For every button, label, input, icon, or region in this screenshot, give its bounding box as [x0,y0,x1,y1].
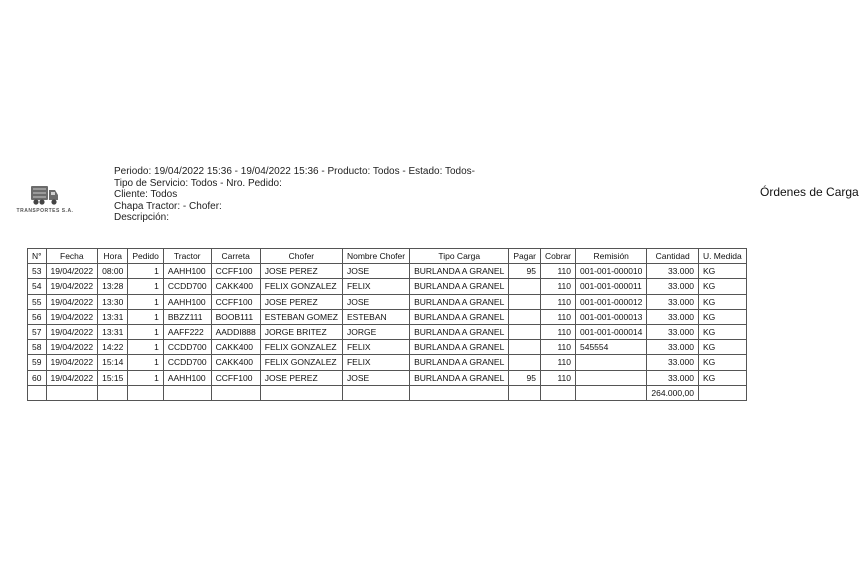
filter-client-line: Cliente: Todos [114,189,178,200]
cell-tractor: CCDD700 [163,355,211,370]
cell-driver: FELIX GONZALEZ [260,355,342,370]
cell-driver: JOSE PEREZ [260,294,342,309]
column-header-trailer: Carreta [211,249,260,264]
cell-cargo-type: BURLANDA A GRANEL [410,324,509,339]
cell-driver-name: JORGE [342,324,409,339]
cell-tractor: AAHH100 [163,264,211,279]
company-logo [16,184,74,218]
cell-date: 19/04/2022 [46,309,98,324]
column-header-date: Fecha [46,249,98,264]
cell-remission: 545554 [576,340,647,355]
cell-trailer: AADDI888 [211,324,260,339]
cell-time: 13:28 [98,279,128,294]
column-header-pay: Pagar [509,249,541,264]
cell-order: 1 [128,279,163,294]
cell-driver: JOSE PEREZ [260,370,342,385]
cell-date: 19/04/2022 [46,279,98,294]
cell-cargo-type: BURLANDA A GRANEL [410,279,509,294]
cell-driver-name: JOSE [342,370,409,385]
cell-charge: 110 [541,324,576,339]
table-row [28,264,747,279]
cell-unit: KG [698,309,746,324]
cell-driver: JORGE BRITEZ [260,324,342,339]
cell-charge: 110 [541,370,576,385]
cell-date: 19/04/2022 [46,355,98,370]
cell-quantity: 33.000 [647,355,699,370]
cell-date: 19/04/2022 [46,294,98,309]
truck-icon [30,184,60,206]
column-header-remission: Remisión [576,249,647,264]
column-header-driver: Chofer [260,249,342,264]
cell-quantity: 33.000 [647,309,699,324]
cell-number: 54 [28,279,47,294]
cell-unit: KG [698,294,746,309]
cell-driver: FELIX GONZALEZ [260,340,342,355]
cell-quantity: 33.000 [647,264,699,279]
table-row [28,294,747,309]
cell-pay [509,324,541,339]
column-header-driver-name: Nombre Chofer [342,249,409,264]
cell-remission [576,355,647,370]
cell-order: 1 [128,340,163,355]
cell-unit: KG [698,355,746,370]
cell-time: 15:14 [98,355,128,370]
cell-cargo-type: BURLANDA A GRANEL [410,340,509,355]
cell-pay: 95 [509,370,541,385]
cell-tractor: AAHH100 [163,294,211,309]
cell-quantity: 33.000 [647,340,699,355]
cell-quantity: 33.000 [647,324,699,339]
filter-period-line: Periodo: 19/04/2022 15:36 - 19/04/2022 15:36 - Producto: Todos - Estado: Todos- [114,166,475,177]
cell-pay [509,355,541,370]
cell-charge: 110 [541,264,576,279]
table-row [28,340,747,355]
cell-unit: KG [698,340,746,355]
cell-time: 13:30 [98,294,128,309]
cell-order: 1 [128,294,163,309]
filter-service-line: Tipo de Servicio: Todos - Nro. Pedido: [114,177,282,189]
cell-order: 1 [128,370,163,385]
cell-pay: 95 [509,264,541,279]
cell-driver-name: FELIX [342,355,409,370]
cell-quantity: 33.000 [647,294,699,309]
cell-driver: FELIX GONZALEZ [260,279,342,294]
cell-cargo-type: BURLANDA A GRANEL [410,294,509,309]
cell-driver-name: JOSE [342,264,409,279]
cell-charge: 110 [541,355,576,370]
cell-unit: KG [698,264,746,279]
cell-date: 19/04/2022 [46,264,98,279]
cell-date: 19/04/2022 [46,370,98,385]
cell-remission: 001-001-000011 [576,279,647,294]
column-header-time: Hora [98,249,128,264]
cell-pay [509,309,541,324]
cell-charge: 110 [541,309,576,324]
cell-driver-name: ESTEBAN [342,309,409,324]
table-row [28,309,747,324]
cell-pay [509,294,541,309]
cell-time: 15:15 [98,370,128,385]
cell-remission: 001-001-000010 [576,264,647,279]
cell-driver: JOSE PEREZ [260,264,342,279]
column-header-unit: U. Medida [698,249,746,264]
cell-tractor: CCDD700 [163,279,211,294]
cell-number: 60 [28,370,47,385]
table-total-row [28,385,747,400]
cell-time: 08:00 [98,264,128,279]
cell-tractor: AAFF222 [163,324,211,339]
cell-driver: ESTEBAN GOMEZ [260,309,342,324]
column-header-number: N° [28,249,47,264]
cell-driver-name: FELIX [342,279,409,294]
cell-remission: 001-001-000013 [576,309,647,324]
table-header-row [28,249,747,264]
cell-trailer: CCFF100 [211,264,260,279]
cell-trailer: CCFF100 [211,294,260,309]
cell-charge: 110 [541,294,576,309]
column-header-tractor: Tractor [163,249,211,264]
column-header-charge: Cobrar [541,249,576,264]
cell-number: 59 [28,355,47,370]
table-row [28,355,747,370]
cell-number: 58 [28,340,47,355]
cell-number: 55 [28,294,47,309]
filter-description-line: Descripción: [114,212,170,223]
cell-unit: KG [698,324,746,339]
cell-trailer: BOOB111 [211,309,260,324]
cell-tractor: CCDD700 [163,340,211,355]
company-name: TRANSPORTES S.A. [16,208,74,214]
cell-remission: 001-001-000014 [576,324,647,339]
cell-number: 53 [28,264,47,279]
cell-cargo-type: BURLANDA A GRANEL [410,309,509,324]
cell-cargo-type: BURLANDA A GRANEL [410,355,509,370]
cell-date: 19/04/2022 [46,324,98,339]
table-row [28,279,747,294]
report-title: Órdenes de Carga [760,185,859,199]
cell-charge: 110 [541,279,576,294]
total-quantity: 264.000,00 [647,385,699,400]
orders-table [27,248,747,401]
cell-driver-name: JOSE [342,294,409,309]
table-row [28,370,747,385]
cell-remission: 001-001-000012 [576,294,647,309]
cell-time: 14:22 [98,340,128,355]
cell-trailer: CCFF100 [211,370,260,385]
cell-time: 13:31 [98,309,128,324]
cell-tractor: AAHH100 [163,370,211,385]
cell-cargo-type: BURLANDA A GRANEL [410,370,509,385]
cell-pay [509,340,541,355]
cell-trailer: CAKK400 [211,355,260,370]
filter-tractor-line: Chapa Tractor: - Chofer: [114,200,222,212]
cell-order: 1 [128,309,163,324]
cell-quantity: 33.000 [647,370,699,385]
cell-cargo-type: BURLANDA A GRANEL [410,264,509,279]
column-header-quantity: Cantidad [647,249,699,264]
cell-date: 19/04/2022 [46,340,98,355]
cell-order: 1 [128,264,163,279]
cell-tractor: BBZZ111 [163,309,211,324]
cell-quantity: 33.000 [647,279,699,294]
cell-driver-name: FELIX [342,340,409,355]
column-header-order: Pedido [128,249,163,264]
cell-number: 56 [28,309,47,324]
cell-remission [576,370,647,385]
column-header-cargo-type: Tipo Carga [410,249,509,264]
cell-unit: KG [698,370,746,385]
table-row [28,324,747,339]
cell-trailer: CAKK400 [211,279,260,294]
cell-pay [509,279,541,294]
cell-number: 57 [28,324,47,339]
cell-trailer: CAKK400 [211,340,260,355]
report-filters [114,166,475,224]
cell-order: 1 [128,355,163,370]
cell-time: 13:31 [98,324,128,339]
cell-charge: 110 [541,340,576,355]
cell-unit: KG [698,279,746,294]
cell-order: 1 [128,324,163,339]
